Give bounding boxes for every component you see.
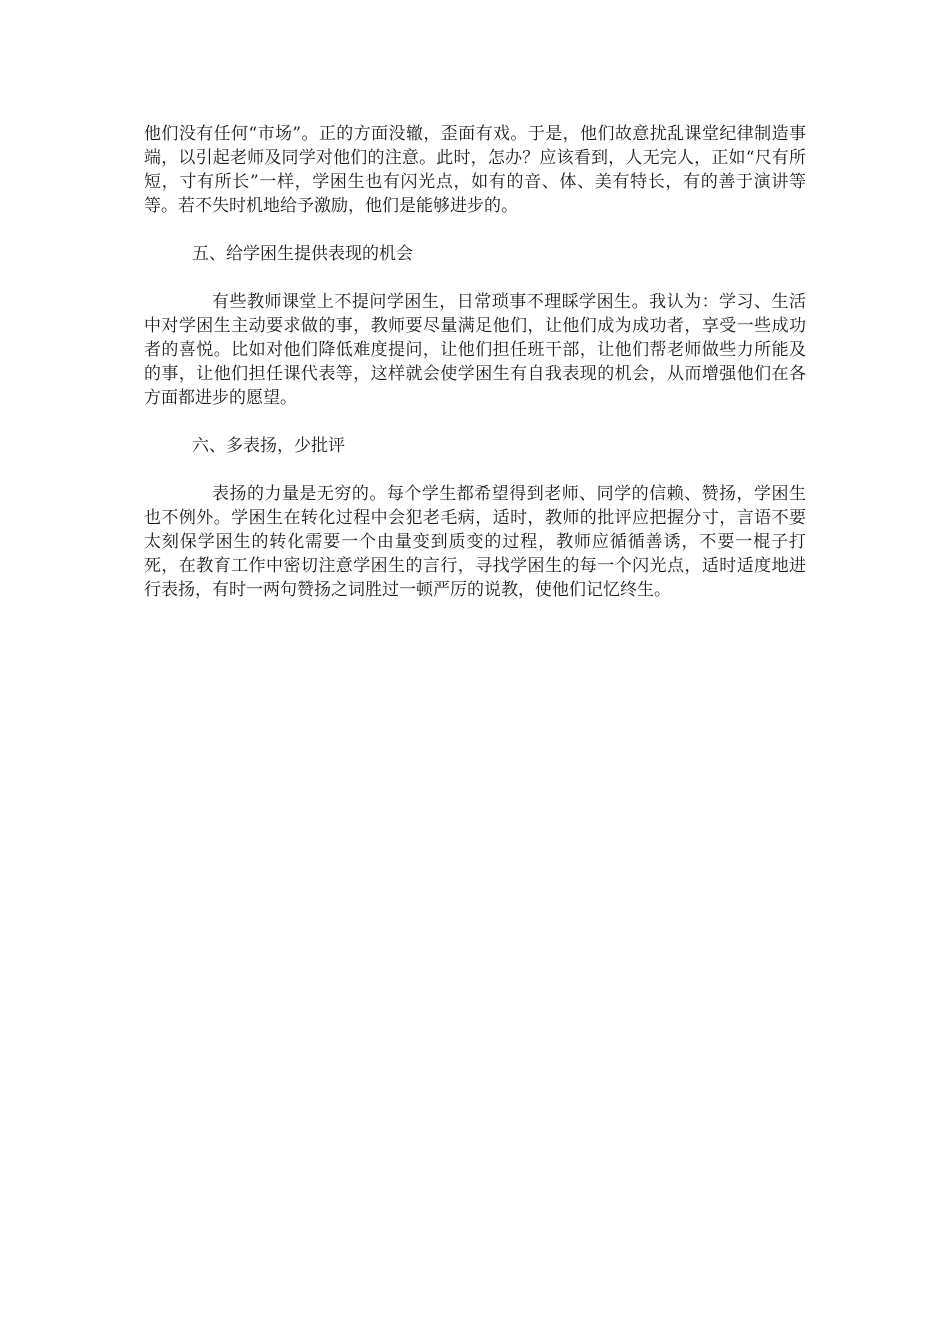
paragraph-section-six: 表扬的力量是无穷的。每个学生都希望得到老师、同学的信赖、赞扬，学困生也不例外。学困生在转化过程中会犯老毛病，适时，教师的批评应把握分寸，言语不要太刻保学困生的转化需要一个由量变到质变的过程，教师应循循善诱，不要一棍子打死，在教育工作中密切注意学困生的言行，寻找学困生的每一个闪光点，适时适度地进行表扬，有时一两句赞扬之词胜过一顿严厉的说教，使他们记忆终生。 <box>144 484 806 600</box>
section-heading-five: 五、给学困生提供表现的机会 <box>192 244 413 264</box>
paragraph-continuation: 他们没有任何“市场”。正的方面没辙，歪面有戏。于是，他们故意扰乱课堂纪律制造事端，以引起老师及同学对他们的注意。此时，怎办？应该看到，人无完人，正如“尺有所短，寸有所长”一样，学困生也有闪光点，如有的音、体、美有特长，有的善于演讲等等。若不失时机地给予激励，他们是能够进步的。 <box>144 124 806 216</box>
section-heading-six: 六、多表扬，少批评 <box>192 436 345 456</box>
paragraph-section-five: 有些教师课堂上不提问学困生，日常琐事不理睬学困生。我认为：学习、生活中对学困生主动要求做的事，教师要尽量满足他们，让他们成为成功者，享受一些成功者的喜悦。比如对他们降低难度提问，让他们担任班干部，让他们帮老师做些力所能及的事，让他们担任课代表等，这样就会使学困生有自我表现的机会，从而增强他们在各方面都进步的愿望。 <box>144 292 806 408</box>
document-body <box>144 122 806 626</box>
